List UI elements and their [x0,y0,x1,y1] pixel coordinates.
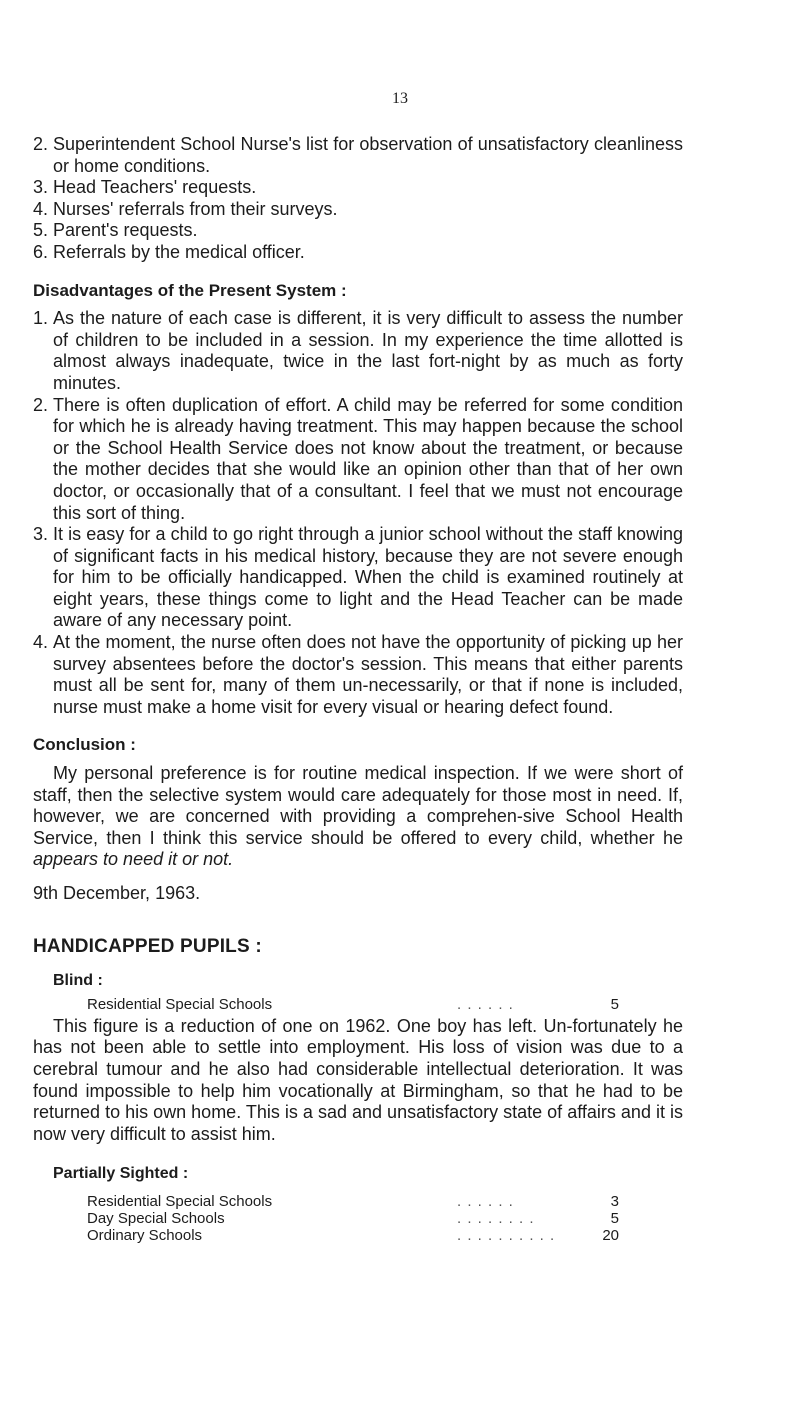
row-value: 5 [610,1209,619,1227]
item-text: As the nature of each case is different, it is very difficult to assess the number of children to be included in a session. In my experience the time allotted is almost always inadequate, twice in the last fort-night by as much as forty minutes. [53,308,683,393]
disadvantages-heading: Disadvantages of the Present System : [33,280,347,300]
blind-heading: Blind : [53,972,103,990]
item-number: 6. [33,241,49,262]
row-leader: . . . . . . . . [457,1209,535,1227]
conclusion-text: My personal preference is for routine medical inspection. If we were short of staff, then the selective system would care adequately for those most in need. If, however, we are concerned with providing a comprehen-sive School Health Service, then I think this service should be offered to every child, whether he [33,763,683,848]
row-leader: . . . . . . . . . . [457,1226,556,1244]
table-row [87,1210,619,1227]
item-number: 2. [33,134,49,154]
page-number: 13 [392,90,408,107]
row-value: 3 [610,1192,619,1210]
item-text: Superintendent School Nurse's list for observation of unsatisfactory cleanliness or home conditions. [53,134,683,176]
item-number: 5. [33,220,49,241]
item-text: Parent's requests. [53,220,198,241]
referral-list [33,134,683,264]
item-number: 4. [33,632,49,653]
disadvantages-list [33,308,683,718]
item-number: 3. [33,177,49,198]
item-number: 1. [33,308,49,329]
item-text: It is easy for a child to go right through a junior school without the staff knowing of significant facts in his medical history, because they are not severe enough for him to be officially handicapped. When the child is examined routinely at eight years, these things come to light and the Head Teacher can be made aware of any necessary point. [53,524,683,631]
item-number: 4. [33,198,49,219]
conclusion-italic: appears to need it or not. [33,849,234,870]
item-text: Nurses' referrals from their surveys. [53,198,338,219]
row-label: Ordinary Schools [87,1226,203,1244]
item-text: Head Teachers' requests. [53,177,257,198]
item-text: Referrals by the medical officer. [53,241,305,262]
date-signoff: 9th December, 1963. [33,883,201,903]
table-row [87,1227,619,1244]
list-item [33,177,683,199]
row-label: Residential Special Schools [87,1192,273,1210]
list-item [33,220,683,242]
item-number: 3. [33,524,49,545]
list-item [33,199,683,221]
blind-paragraph: This figure is a reduction of one on 1962. One boy has left. Un-fortunately he has not been able to settle into employment. His loss of vision was due to a cerebral tumour and he also had considerable intellectual deterioration. It was found impossible to help him vocationally at Birmingham, so that he had to be returned to his own home. This is a sad and unsatisfactory state of affairs and it is now very difficult to assist him. [33,1015,683,1144]
row-value: 5 [610,995,619,1013]
item-text: There is often duplication of effort. A child may be referred for some condition for which he is already having treatment. This may happen because the school or the School Health Service does not know about the treatment, or because the mother decides that she would like an opinion other than that of her own doctor, or occasionally that of a consultant. I feel that we must not encourage this sort of thing. [53,394,683,523]
row-leader: . . . . . . [457,1192,514,1210]
list-item [33,524,683,632]
table-row [87,1193,619,1210]
row-leader: . . . . . . [457,995,514,1013]
handicapped-heading: HANDICAPPED PUPILS : [33,935,262,957]
item-text: At the moment, the nurse often does not have the opportunity of picking up her survey absentees before the doctor's session. This means that either parents must all be sent for, many of them un-necessarily, or that if none is included, nurse must make a home visit for every visual or hearing defect found. [53,632,683,717]
item-number: 2. [33,394,49,415]
conclusion-heading: Conclusion : [33,735,136,755]
list-item [33,632,683,718]
list-item [33,395,683,525]
partially-sighted-heading: Partially Sighted : [53,1165,189,1183]
conclusion-paragraph [33,763,683,871]
page-body [33,134,683,1244]
partially-sighted-table [87,1193,619,1244]
row-value: 20 [602,1226,619,1244]
table-row [87,996,619,1013]
list-item [33,242,683,264]
list-item [33,308,683,394]
list-item [33,134,683,177]
row-label: Day Special Schools [87,1209,225,1227]
row-label: Residential Special Schools [87,995,273,1013]
blind-table [87,996,619,1013]
